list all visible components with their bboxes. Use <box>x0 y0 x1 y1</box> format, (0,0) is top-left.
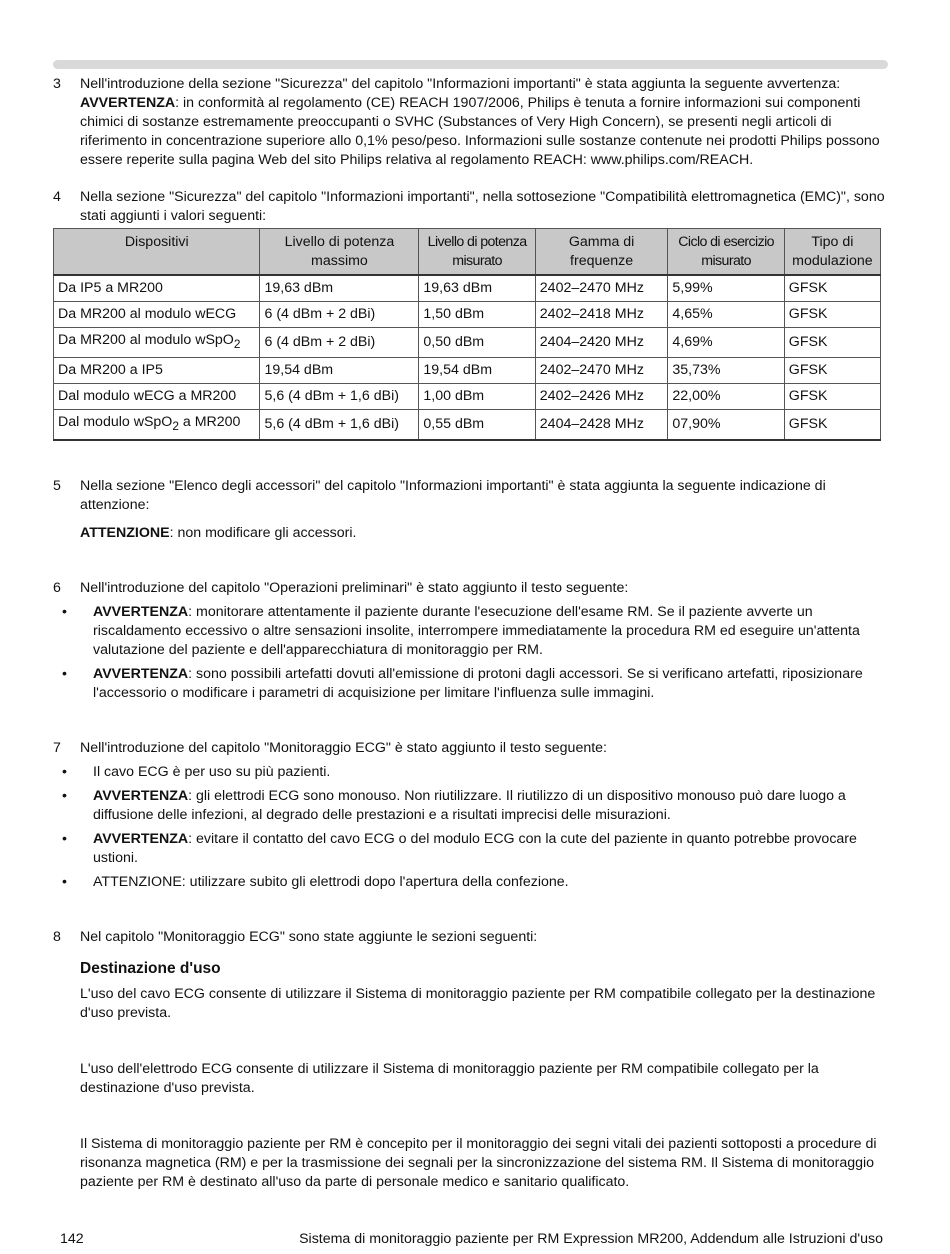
item-intro: Nella sezione "Sicurezza" del capitolo "Informazioni importanti", nella sottosezione "Compatibilità elettromagnetica (EMC)", sono stati aggiunti i valori seguenti: <box>80 189 885 224</box>
bullet: • <box>62 603 67 620</box>
table-cell: 1,00 dBm <box>419 383 535 409</box>
item-number: 8 <box>53 928 61 945</box>
item-4 <box>53 188 888 226</box>
bullet-list <box>53 763 888 892</box>
table-cell: Dal modulo wECG a MR200 <box>54 383 260 409</box>
list-item <box>53 787 888 825</box>
table-cell: 4,65% <box>668 302 784 328</box>
item-number: 5 <box>53 477 61 494</box>
table-cell: 5,6 (4 dBm + 1,6 dBi) <box>260 383 419 409</box>
item-5 <box>53 477 888 543</box>
bullet: • <box>62 665 67 682</box>
warning-text: : gli elettrodi ECG sono monouso. Non riutilizzare. Il riutilizzo di un dispositivo monouso può dare luogo a diffusione delle infezioni, al degrado delle prestazioni e a risultati imprecisi delle misurazioni. <box>93 787 846 823</box>
list-item <box>53 763 888 782</box>
subscript: 2 <box>172 418 179 433</box>
caution-label: ATTENZIONE <box>80 524 170 541</box>
paragraph: Il Sistema di monitoraggio paziente per RM è concepito per il monitoraggio dei segni vitali dei pazienti sottoposti a procedure di risonanza magnetica (RM) e per la trasmissione dei segnali per la sincronizzazione del sistema RM. Il Sistema di monitoraggio paziente per RM è destinato all'uso da parte di personale medico e sanitario qualificato. <box>80 1135 877 1190</box>
table-cell <box>54 409 260 439</box>
page-number: 142 <box>60 1231 84 1247</box>
page-content <box>53 75 888 1192</box>
cell-text: Dal modulo wSpO <box>58 413 173 430</box>
warning-text: : evitare il contatto del cavo ECG o del modulo ECG con la cute del paziente in quanto potrebbe provocare ustioni. <box>93 830 857 866</box>
list-item <box>53 665 888 703</box>
cell-text: a MR200 <box>178 413 241 430</box>
table-row <box>54 357 881 383</box>
warning-label: AVVERTENZA <box>93 787 189 804</box>
item-intro: Nella sezione "Elenco degli accessori" del capitolo "Informazioni importanti" è stata aggiunta la seguente indicazione di attenzione: <box>80 477 826 513</box>
table-cell: 2402–2470 MHz <box>535 357 668 383</box>
table-cell: 6 (4 dBm + 2 dBi) <box>260 302 419 328</box>
table-header: Gamma di frequenze <box>535 229 668 276</box>
paragraph: L'uso del cavo ECG consente di utilizzare il Sistema di monitoraggio paziente per RM compatibile collegato per la destinazione d'uso prevista. <box>80 985 876 1021</box>
table-cell: 2404–2428 MHz <box>535 409 668 439</box>
cell-text: Da MR200 al modulo wSpO <box>58 332 234 348</box>
table-cell: Da MR200 al modulo wECG <box>54 302 260 328</box>
table-row <box>54 383 881 409</box>
bullet: • <box>62 873 67 890</box>
table-cell: 1,50 dBm <box>419 302 535 328</box>
table-cell: 0,50 dBm <box>419 328 535 358</box>
item-7 <box>53 739 888 758</box>
emc-table <box>53 228 881 441</box>
table-cell: 2402–2426 MHz <box>535 383 668 409</box>
table-cell <box>54 328 260 358</box>
warning-label: AVVERTENZA <box>80 95 176 111</box>
item-number: 4 <box>53 189 61 205</box>
table-cell: 2404–2420 MHz <box>535 328 668 358</box>
table-cell: Da IP5 a MR200 <box>54 275 260 302</box>
item-3 <box>53 75 888 170</box>
table-header: Livello di potenza misurato <box>419 229 535 276</box>
table-header: Livello di potenza massimo <box>260 229 419 276</box>
table-row <box>54 275 881 302</box>
table-header: Tipo di modulazione <box>784 229 880 276</box>
table-cell: GFSK <box>784 275 880 302</box>
subscript: 2 <box>233 336 241 351</box>
table-header: Dispositivi <box>54 229 260 276</box>
warning-label: AVVERTENZA <box>93 665 189 682</box>
table-row <box>54 302 881 328</box>
item-6 <box>53 579 888 598</box>
header-bar <box>53 60 888 69</box>
table-cell: 2402–2418 MHz <box>535 302 668 328</box>
table-cell: 0,55 dBm <box>419 409 535 439</box>
table-cell: 19,54 dBm <box>260 357 419 383</box>
table-cell: 6 (4 dBm + 2 dBi) <box>260 328 419 358</box>
item-number: 6 <box>53 579 61 596</box>
caution-text: : non modificare gli accessori. <box>169 524 357 541</box>
table-cell: 07,90% <box>668 409 784 439</box>
item-intro: Nell'introduzione della sezione "Sicurezza" del capitolo "Informazioni importanti" è stata aggiunta la seguente avvertenza: <box>80 76 841 92</box>
section-heading: Destinazione d'uso <box>80 959 221 977</box>
item-8 <box>53 928 888 947</box>
footer-title: Sistema di monitoraggio paziente per RM Expression MR200, Addendum alle Istruzioni d'uso <box>299 1231 883 1247</box>
list-item <box>53 603 888 660</box>
caution-note <box>80 524 888 543</box>
paragraph: L'uso dell'elettrodo ECG consente di utilizzare il Sistema di monitoraggio paziente per RM compatibile collegato per la destinazione d'uso prevista. <box>80 1060 819 1096</box>
table-cell: GFSK <box>784 302 880 328</box>
table-cell: 19,63 dBm <box>260 275 419 302</box>
list-item <box>53 830 888 868</box>
table-cell: 19,54 dBm <box>419 357 535 383</box>
table-header-row <box>54 229 881 276</box>
table-row <box>54 328 881 358</box>
list-text: Il cavo ECG è per uso su più pazienti. <box>93 763 331 780</box>
list-item <box>53 873 888 892</box>
table-cell: Da MR200 a IP5 <box>54 357 260 383</box>
bullet-list <box>53 603 888 703</box>
bullet: • <box>62 830 67 847</box>
item-intro: Nel capitolo "Monitoraggio ECG" sono state aggiunte le sezioni seguenti: <box>80 928 538 945</box>
table-cell: GFSK <box>784 409 880 439</box>
table-cell: 5,99% <box>668 275 784 302</box>
table-cell: 5,6 (4 dBm + 1,6 dBi) <box>260 409 419 439</box>
list-text: ATTENZIONE: utilizzare subito gli elettrodi dopo l'apertura della confezione. <box>93 873 569 890</box>
warning-text: : in conformità al regolamento (CE) REACH 1907/2006, Philips è tenuta a fornire informazioni sui componenti chimici di sostanze estremamente preoccupanti o SVHC (Substances of Very High Concern), se presenti negli articoli di riferimento in concentrazione superiore allo 0,1% peso/peso. Informazioni sulle sostanze contenute nei prodotti Philips possono essere reperite sulla pagina Web del sito Philips relativa al regolamento REACH: www.philips.com/REACH. <box>80 95 880 168</box>
table-cell: GFSK <box>784 383 880 409</box>
table-cell: 19,63 dBm <box>419 275 535 302</box>
table-cell: GFSK <box>784 357 880 383</box>
table-cell: GFSK <box>784 328 880 358</box>
bullet: • <box>62 787 67 804</box>
table-cell: 4,69% <box>668 328 784 358</box>
item-intro: Nell'introduzione del capitolo "Monitoraggio ECG" è stato aggiunto il testo seguente: <box>80 739 608 756</box>
bullet: • <box>62 763 67 780</box>
warning-label: AVVERTENZA <box>93 830 189 847</box>
table-row <box>54 409 881 439</box>
item-intro: Nell'introduzione del capitolo "Operazioni preliminari" è stato aggiunto il testo seguente: <box>80 579 629 596</box>
table-cell: 22,00% <box>668 383 784 409</box>
item-number: 3 <box>53 76 61 92</box>
warning-text: : sono possibili artefatti dovuti all'emissione di protoni dagli accessori. Se si verificano artefatti, riposizionare l'accessorio o modificare i parametri di acquisizione per limitare l'influenza sulle immagini. <box>93 665 863 701</box>
table-cell: 35,73% <box>668 357 784 383</box>
table-header: Ciclo di esercizio misurato <box>668 229 784 276</box>
warning-text: : monitorare attentamente il paziente durante l'esecuzione dell'esame RM. Se il paziente avverte un riscaldamento eccessivo o altre sensazioni insolite, interrompere immediatamente la procedura RM ed eseguire un'attenta valutazione del paziente e dell'apparecchiatura di monitoraggio per RM. <box>93 603 860 658</box>
warning-label: AVVERTENZA <box>93 603 189 620</box>
item-number: 7 <box>53 739 61 756</box>
table-cell: 2402–2470 MHz <box>535 275 668 302</box>
